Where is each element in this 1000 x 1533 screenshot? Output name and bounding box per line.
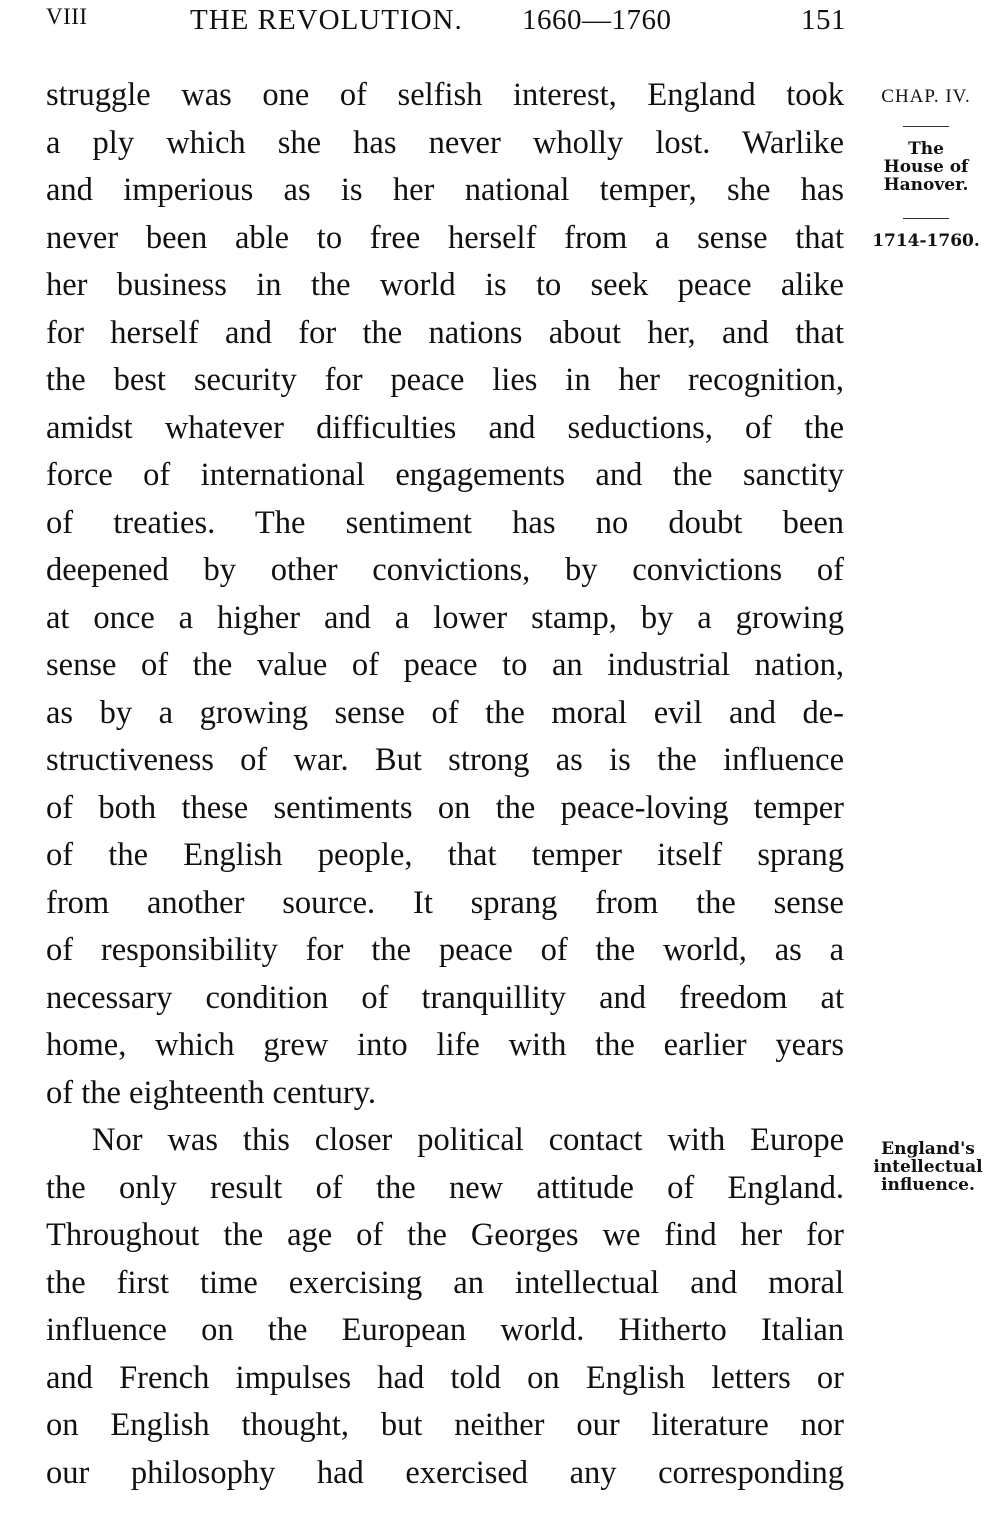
text-line: structiveness of war. But strong as is the influence — [46, 742, 844, 778]
text-line: our philosophy had exercised any corresponding — [46, 1454, 844, 1491]
body-text — [46, 72, 844, 1497]
margin-rule-bottom — [903, 218, 949, 219]
margin-section-line: House of — [883, 157, 969, 177]
margin-section-line: Hanover. — [883, 175, 969, 195]
running-dates: 1660—1760 — [522, 4, 672, 36]
text-line: force of international engagements and the sanctity — [46, 457, 844, 493]
text-line: deepened by other convictions, by convictions of — [46, 552, 844, 588]
text-line: influence on the European world. Hitherto Italian — [46, 1312, 844, 1348]
text-line: for herself and for the nations about her, and that — [46, 314, 844, 351]
text-line: of the eighteenth century. — [46, 1074, 376, 1111]
text-line: at once a higher and a lower stamp, by a growing — [46, 599, 844, 636]
text-line: her business in the world is to seek peace alike — [46, 267, 844, 303]
margin-chapter: CHAP. IV. — [881, 86, 971, 107]
running-title: THE REVOLUTION. — [190, 4, 463, 36]
text-line: the first time exercising an intellectual and moral — [46, 1264, 844, 1301]
text-line: home, which grew into life with the earlier years — [46, 1027, 844, 1063]
text-line: the best security for peace lies in her recognition, — [46, 362, 844, 398]
text-line: of the English people, that temper itself sprang — [46, 837, 844, 873]
margin-note-line: influence. — [881, 1175, 975, 1195]
margin-section-title — [866, 140, 986, 194]
text-line: sense of the value of peace to an industrial nation, — [46, 647, 844, 683]
paragraph-1 — [46, 72, 844, 1117]
text-line: and imperious as is her national temper, she has — [46, 172, 844, 208]
text-line: Throughout the age of the Georges we find her for — [46, 1217, 844, 1253]
margin-note-line: England's — [881, 1139, 975, 1159]
text-line: of both these sentiments on the peace-loving temper — [46, 789, 844, 826]
text-line: a ply which she has never wholly lost. Warlike — [46, 124, 844, 161]
text-line: and French impulses had told on English letters or — [46, 1359, 844, 1396]
text-line: Nor was this closer political contact with Europe — [92, 1122, 844, 1158]
text-line: never been able to free herself from a sense that — [46, 219, 844, 256]
text-line: amidst whatever difficulties and seductions, of the — [46, 409, 844, 446]
margin-note-influence — [858, 1140, 998, 1194]
margin-years: 1714-1760. — [872, 231, 980, 251]
margin-section-line: The — [908, 139, 944, 159]
page-number: 151 — [801, 4, 846, 36]
running-header — [46, 4, 846, 44]
text-line: as by a growing sense of the moral evil and de- — [46, 694, 844, 731]
text-line: of responsibility for the peace of the world, as a — [46, 932, 844, 968]
text-line: from another source. It sprang from the sense — [46, 884, 844, 921]
text-line: struggle was one of selfish interest, England took — [46, 77, 844, 113]
book-number: VIII — [46, 4, 88, 29]
margin-note-line: intellectual — [873, 1157, 983, 1177]
text-line: necessary condition of tranquillity and freedom at — [46, 979, 844, 1016]
text-line: the only result of the new attitude of England. — [46, 1169, 844, 1206]
text-line: on English thought, but neither our literature nor — [46, 1407, 844, 1443]
paragraph-2 — [46, 1117, 844, 1497]
text-line: of treaties. The sentiment has no doubt been — [46, 504, 844, 541]
margin-rule-top — [903, 126, 949, 127]
